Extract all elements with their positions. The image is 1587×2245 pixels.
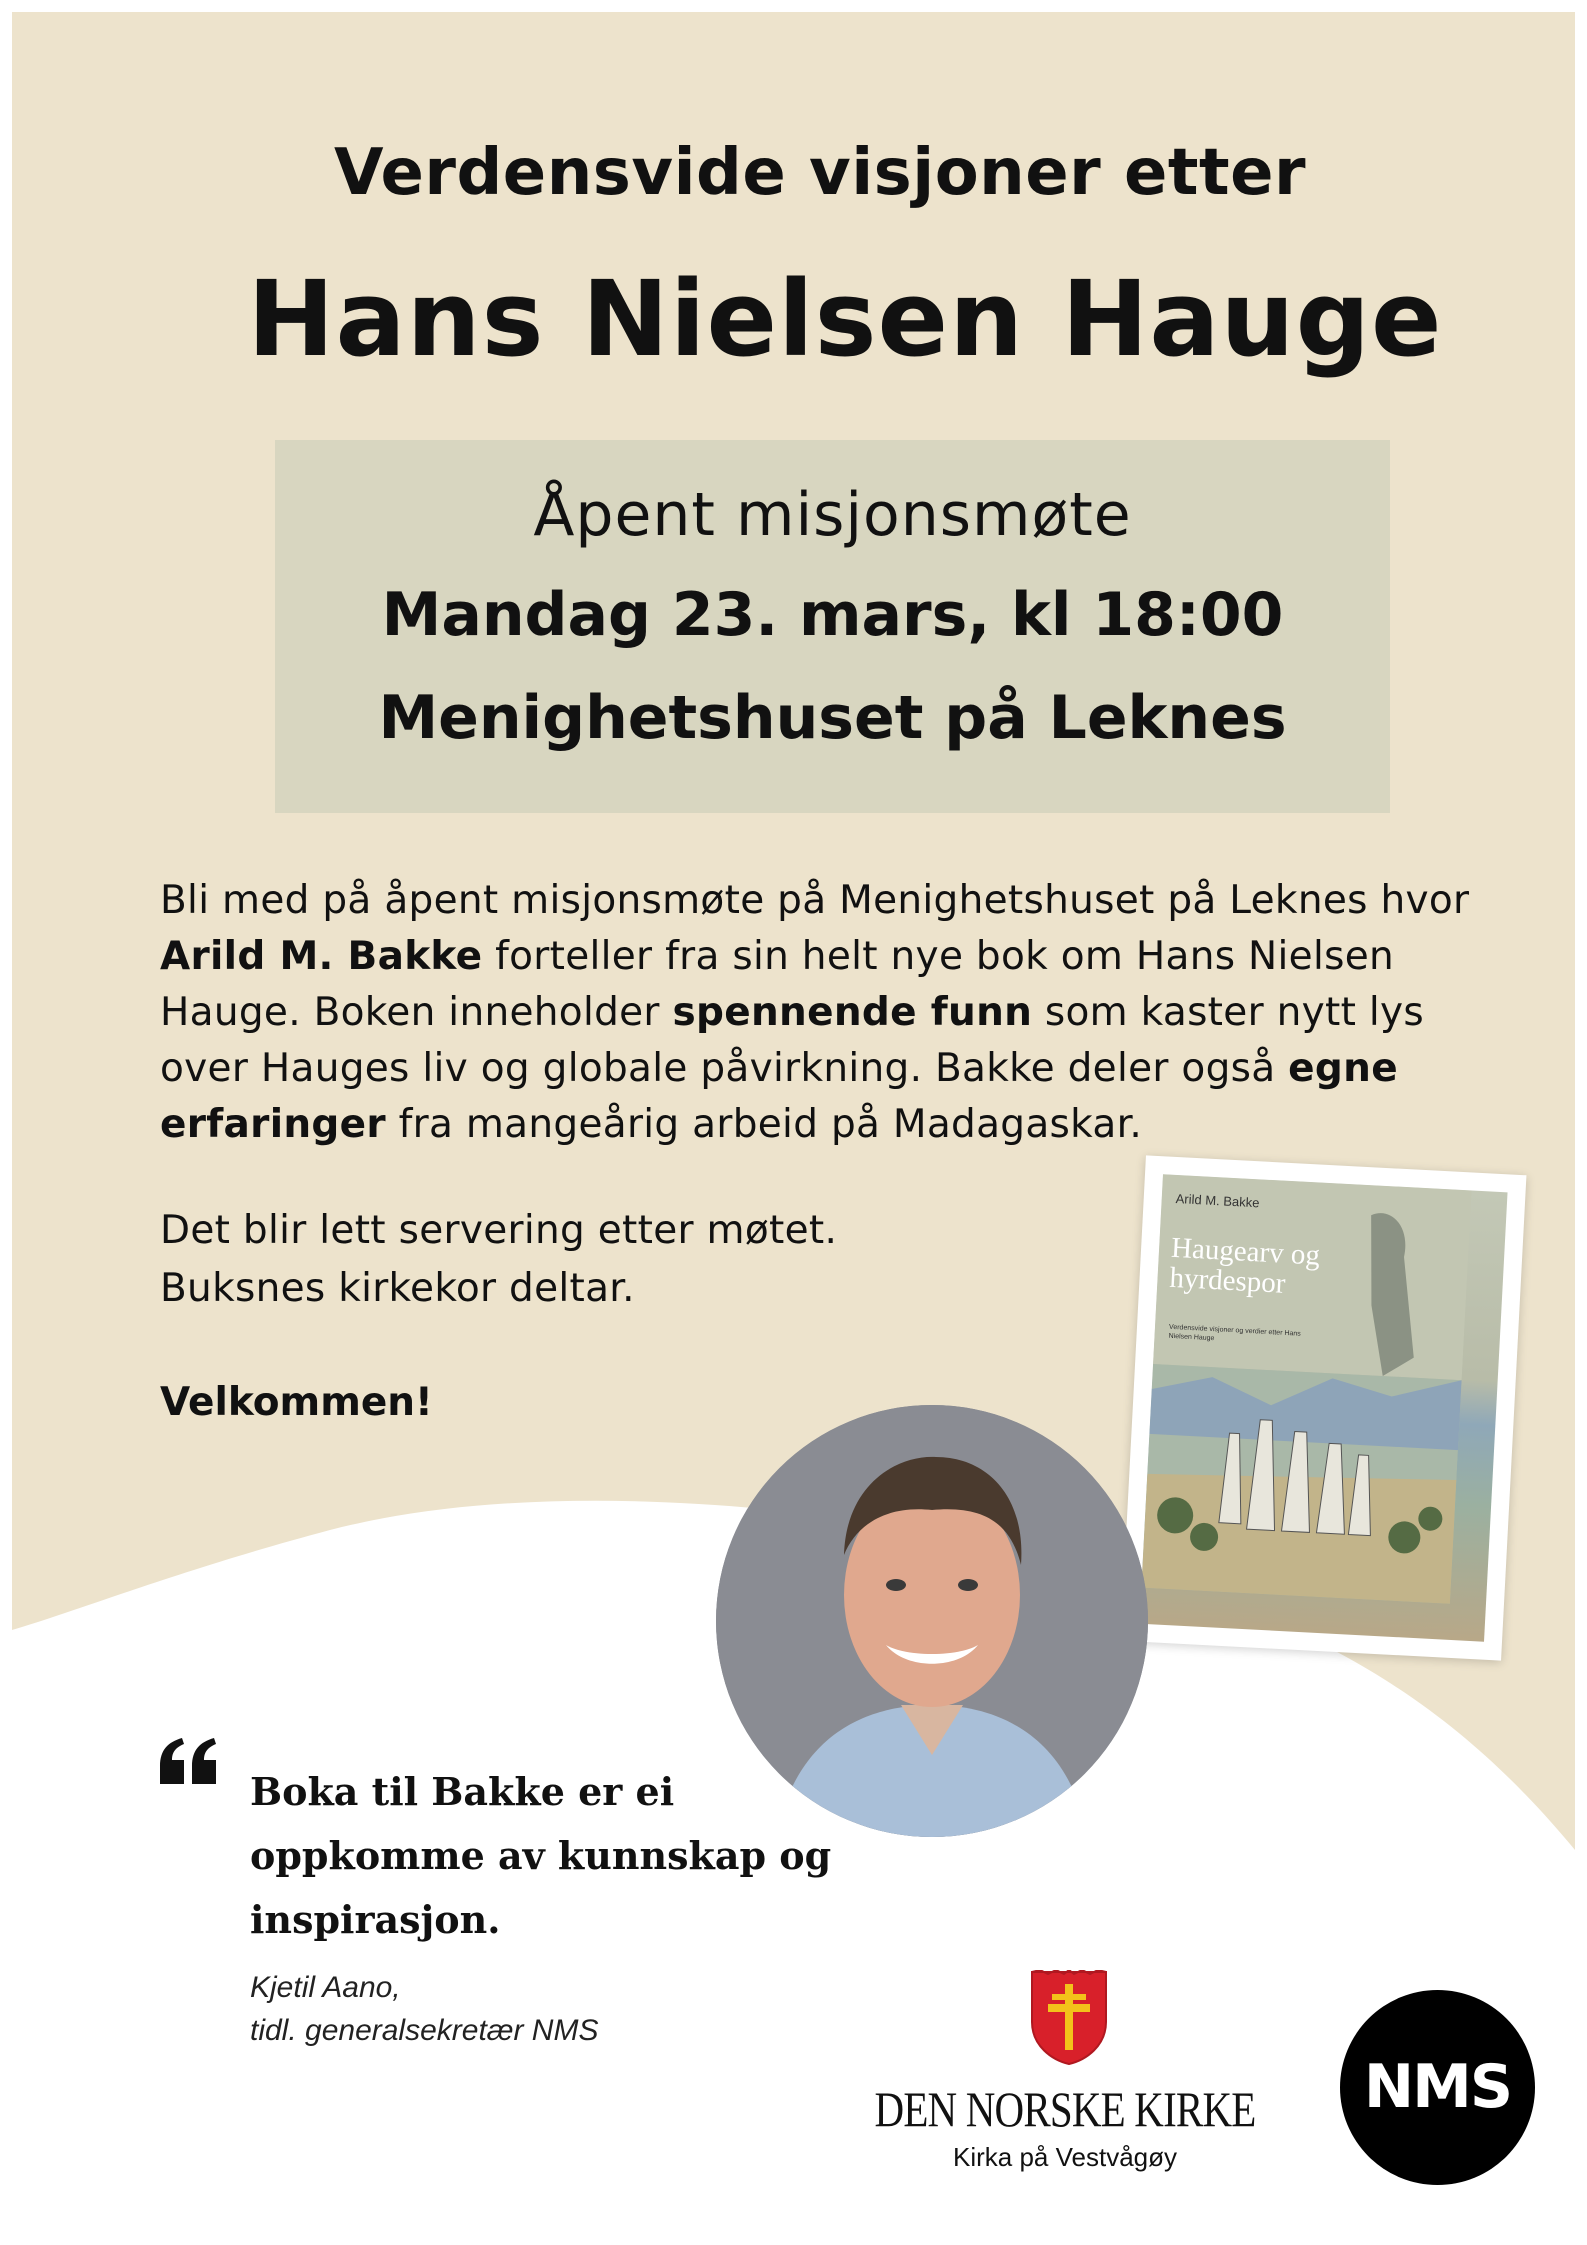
- nms-logo: NMS: [1340, 1990, 1535, 2185]
- quote-author-name: Kjetil Aano,: [250, 1971, 401, 2004]
- book-cover: [1121, 1155, 1527, 1660]
- quote-author: [250, 1966, 598, 2052]
- quote-text: Boka til Bakke er ei oppkomme av kunnskap og inspirasjon.: [250, 1769, 832, 1942]
- book-cover-art: [1139, 1174, 1507, 1641]
- book-subtitle: Verdensvide visjoner og verdier etter Hans Nielsen Hauge: [1168, 1323, 1301, 1343]
- speaker-name: Arild M. Bakke: [160, 934, 483, 979]
- desc-text-c: forteller fra sin helt nye bok om Hans Nielsen Hauge. Boken inneholder: [160, 934, 1395, 1035]
- book-author: Arild M. Bakke: [1175, 1190, 1260, 1211]
- desc-text-e: som kaster nytt lys over Hauges liv og globale påvirkning. Bakke deler også: [160, 990, 1425, 1091]
- book-title: Haugearv og hyrdespor: [1168, 1231, 1321, 1300]
- title-main: Hans Nielsen Hauge: [247, 258, 1443, 380]
- church-logo-name: DEN NORSKE KIRKE: [874, 2081, 1256, 2137]
- quote-author-title: tidl. generalsekretær NMS: [250, 2014, 599, 2047]
- event-info-box: [275, 440, 1390, 813]
- extra-info: [160, 1202, 1060, 1318]
- serving-text: Det blir lett servering etter møtet.: [160, 1208, 838, 1253]
- quote-icon: [158, 1738, 220, 1786]
- event-subtitle: Åpent misjonsmøte: [533, 480, 1132, 550]
- description-paragraph: [160, 873, 1500, 1153]
- church-shield-icon: [1030, 1970, 1108, 2066]
- church-logo-subtitle: Kirka på Vestvågøy: [953, 2142, 1177, 2172]
- event-place: Menighetshuset på Leknes: [378, 683, 1287, 753]
- event-date: Mandag 23. mars, kl 18:00: [381, 580, 1284, 650]
- choir-text: Buksnes kirkekor deltar.: [160, 1266, 635, 1311]
- welcome-text: Velkommen!: [160, 1380, 433, 1425]
- desc-text-g: fra mangeårig arbeid på Madagaskar.: [385, 1102, 1143, 1147]
- title-line-1: Verdensvide visjoner etter: [333, 136, 1307, 210]
- highlight-findings: spennende funn: [672, 990, 1033, 1035]
- highlight-experiences: egne erfaringer: [160, 1046, 1398, 1147]
- desc-text-a: Bli med på åpent misjonsmøte på Menighetshuset på Leknes hvor: [160, 878, 1470, 923]
